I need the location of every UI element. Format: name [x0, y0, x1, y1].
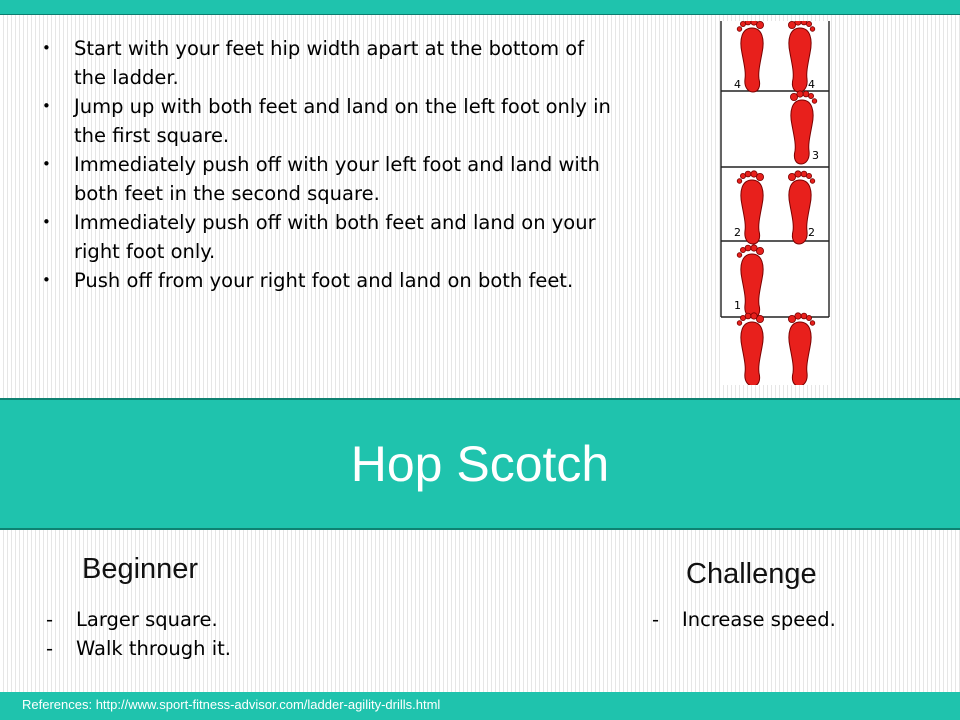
step-label: 3 [812, 149, 819, 162]
step-label: 2 [808, 226, 815, 239]
beginner-list [46, 605, 231, 663]
instruction-item: • Jump up with both feet and land on the left foot only in the first square. [42, 92, 612, 150]
challenge-list [652, 605, 836, 634]
instruction-item: • Immediately push off with both feet and land on your right foot only. [42, 208, 612, 266]
step-label: 4 [808, 78, 815, 91]
step-1-left-foot [737, 245, 763, 318]
challenge-heading: Challenge [686, 558, 817, 590]
start-feet [737, 313, 815, 385]
step-label: 1 [734, 299, 741, 312]
step-2-feet [737, 171, 815, 244]
instruction-list [42, 34, 612, 295]
instruction-item: • Start with your feet hip width apart at the bottom of the ladder. [42, 34, 612, 92]
step-label: 4 [734, 78, 741, 91]
instruction-item: • Push off from your right foot and land on both feet. [42, 266, 612, 295]
beginner-heading: Beginner [82, 553, 199, 585]
challenge-item: - Increase speed. [652, 605, 836, 634]
step-4-feet [737, 21, 815, 92]
title-banner [0, 398, 960, 530]
footwork-diagram [720, 21, 830, 385]
step-label: 2 [734, 226, 741, 239]
beginner-item: - Larger square. [46, 605, 231, 634]
footer-bar [0, 692, 960, 720]
instruction-item: • Immediately push off with your left foot and land with both feet in the second square. [42, 150, 612, 208]
top-accent-bar [0, 0, 960, 15]
slide-title: Hop Scotch [350, 436, 610, 492]
reference-text: References: http://www.sport-fitness-advisor.com/ladder-agility-drills.html [22, 697, 441, 712]
beginner-item: - Walk through it. [46, 634, 231, 663]
